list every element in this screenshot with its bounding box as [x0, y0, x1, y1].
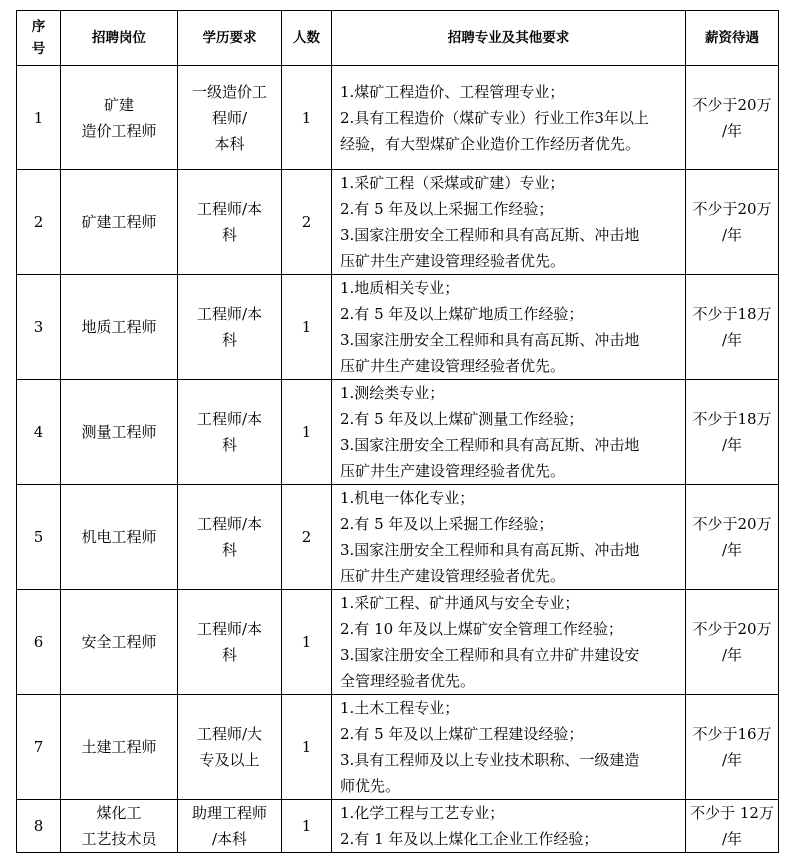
cell-salary: 不少于 12万 /年: [686, 800, 779, 853]
header-count: 人数: [282, 11, 332, 66]
requirement-line: 1.采矿工程、矿井通风与安全专业；: [340, 594, 580, 612]
requirement-line: 压矿井生产建设管理经验者优先。: [340, 357, 566, 375]
requirement-line: 2.有 5 年及以上采掘工作经验；: [340, 200, 554, 218]
cell-position: 地质工程师: [61, 275, 178, 380]
cell-salary: 不少于18万 /年: [686, 380, 779, 485]
cell-position: 矿建工程师: [61, 170, 178, 275]
cell-seq: 7: [17, 695, 61, 800]
cell-education: 工程师/本 科: [178, 590, 282, 695]
requirement-line: 压矿井生产建设管理经验者优先。: [340, 252, 566, 270]
table-row: [17, 170, 779, 275]
cell-education: 工程师/本 科: [178, 485, 282, 590]
cell-salary: 不少于20万 /年: [686, 590, 779, 695]
cell-requirements: [332, 485, 686, 590]
table-row: [17, 66, 779, 170]
requirement-line: 2.有 5 年及以上煤矿工程建设经验；: [340, 725, 584, 743]
table-row: [17, 695, 779, 800]
requirement-line: 3.国家注册安全工程师和具有立井矿井建设安: [340, 646, 640, 664]
cell-requirements: [332, 66, 686, 170]
cell-seq: 4: [17, 380, 61, 485]
requirement-line: 经验，有大型煤矿企业造价工作经历者优先。: [340, 134, 641, 153]
requirement-line: 1.煤矿工程造价、工程管理专业；: [340, 82, 565, 101]
cell-count: 1: [282, 800, 332, 853]
header-position: 招聘岗位: [61, 11, 178, 66]
cell-requirements: [332, 590, 686, 695]
requirement-line: 2.有 5 年及以上煤矿测量工作经验；: [340, 410, 584, 428]
cell-requirements: [332, 380, 686, 485]
cell-salary: 不少于16万 /年: [686, 695, 779, 800]
header-row: [17, 11, 779, 66]
cell-position: 矿建 造价工程师: [61, 66, 178, 170]
cell-salary: 不少于20万 /年: [686, 66, 779, 170]
table-row: [17, 275, 779, 380]
requirement-line: 1.化学工程与工艺专业；: [340, 804, 505, 822]
cell-position: 机电工程师: [61, 485, 178, 590]
cell-education: 工程师/大 专及以上: [178, 695, 282, 800]
table-row: [17, 800, 779, 853]
requirement-line: 1.地质相关专业；: [340, 279, 460, 297]
cell-count: 1: [282, 695, 332, 800]
requirement-line: 1.土木工程专业；: [340, 699, 460, 717]
cell-education: 工程师/本 科: [178, 380, 282, 485]
cell-count: 1: [282, 275, 332, 380]
cell-requirements: [332, 275, 686, 380]
cell-education: 工程师/本 科: [178, 275, 282, 380]
cell-requirements: [332, 170, 686, 275]
recruitment-table: [16, 10, 779, 853]
header-education: 学历要求: [178, 11, 282, 66]
cell-position: 安全工程师: [61, 590, 178, 695]
header-salary: 薪资待遇: [686, 11, 779, 66]
cell-seq: 8: [17, 800, 61, 853]
cell-seq: 3: [17, 275, 61, 380]
requirement-line: 3.国家注册安全工程师和具有高瓦斯、冲击地: [340, 541, 640, 559]
requirement-line: 2.有 10 年及以上煤矿安全管理工作经验；: [340, 620, 623, 638]
requirement-line: 3.国家注册安全工程师和具有高瓦斯、冲击地: [340, 436, 640, 454]
cell-seq: 6: [17, 590, 61, 695]
requirement-line: 2.有 5 年及以上煤矿地质工作经验；: [340, 305, 584, 323]
requirement-line: 3.国家注册安全工程师和具有高瓦斯、冲击地: [340, 226, 640, 244]
requirement-line: 师优先。: [340, 777, 401, 795]
cell-count: 1: [282, 66, 332, 170]
cell-seq: 5: [17, 485, 61, 590]
requirement-line: 3.国家注册安全工程师和具有高瓦斯、冲击地: [340, 331, 640, 349]
cell-education: 一级造价工 程师/ 本科: [178, 66, 282, 170]
table-row: [17, 380, 779, 485]
header-seq: 序 号: [17, 11, 61, 66]
requirement-line: 1.机电一体化专业；: [340, 489, 475, 507]
cell-education: 工程师/本 科: [178, 170, 282, 275]
cell-count: 1: [282, 380, 332, 485]
cell-requirements: [332, 695, 686, 800]
requirement-line: 全管理经验者优先。: [340, 672, 476, 690]
cell-requirements: [332, 800, 686, 853]
requirement-line: 2.具有工程造价（煤矿专业）行业工作3年以上: [340, 108, 649, 127]
requirement-line: 2.有 5 年及以上采掘工作经验；: [340, 515, 554, 533]
table-row: [17, 485, 779, 590]
cell-count: 1: [282, 590, 332, 695]
requirement-line: 2.有 1 年及以上煤化工企业工作经验；: [340, 830, 599, 848]
cell-position: 土建工程师: [61, 695, 178, 800]
cell-salary: 不少于20万 /年: [686, 170, 779, 275]
cell-salary: 不少于20万 /年: [686, 485, 779, 590]
requirement-line: 1.采矿工程（采煤或矿建）专业；: [340, 174, 565, 192]
cell-position: 煤化工 工艺技术员: [61, 800, 178, 853]
cell-position: 测量工程师: [61, 380, 178, 485]
requirement-line: 3.具有工程师及以上专业技术职称、一级建造: [340, 751, 640, 769]
cell-count: 2: [282, 485, 332, 590]
table-row: [17, 590, 779, 695]
cell-seq: 1: [17, 66, 61, 170]
requirement-line: 压矿井生产建设管理经验者优先。: [340, 567, 566, 585]
cell-count: 2: [282, 170, 332, 275]
cell-salary: 不少于18万 /年: [686, 275, 779, 380]
requirement-line: 1.测绘类专业；: [340, 384, 445, 402]
cell-education: 助理工程师 /本科: [178, 800, 282, 853]
cell-seq: 2: [17, 170, 61, 275]
requirement-line: 压矿井生产建设管理经验者优先。: [340, 462, 566, 480]
header-requirements: 招聘专业及其他要求: [332, 11, 686, 66]
